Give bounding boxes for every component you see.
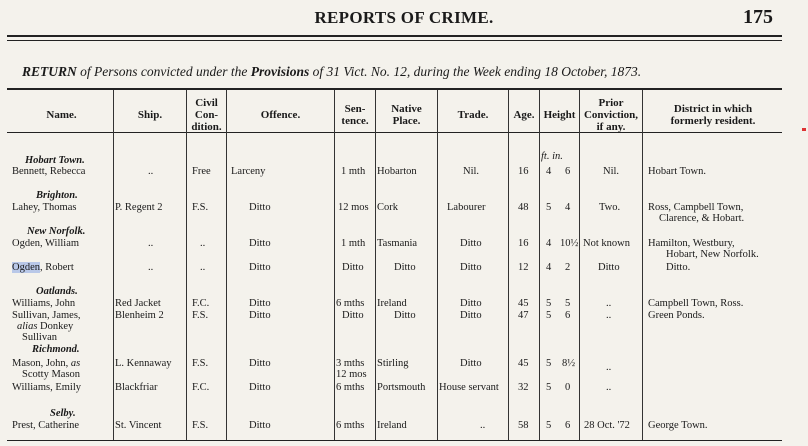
cell-age: 58 <box>518 420 529 431</box>
cell-height-in: 0 <box>565 382 571 393</box>
cell-district: Green Ponds. <box>648 310 705 321</box>
as-word: as <box>70 358 81 369</box>
cell-trade: Ditto <box>460 298 482 309</box>
cell-prior: Two. <box>599 202 621 213</box>
cell-civil: F.C. <box>192 298 210 309</box>
cell-name: Bennett, Rebecca <box>12 166 86 177</box>
alias-text: Donkey <box>40 321 74 332</box>
cell-sentence: 6 mths <box>336 298 365 309</box>
col-header-trade: Trade. <box>457 109 489 121</box>
margin-mark <box>802 128 806 131</box>
cell-name: Lahey, Thomas <box>12 202 77 213</box>
col-header-name: Name. <box>46 109 77 121</box>
cell-age: 47 <box>518 310 529 321</box>
cell-sentence: 12 mos <box>338 202 369 213</box>
col-header-offence: Offence. <box>260 109 301 121</box>
cell-ship: Blackfriar <box>115 382 158 393</box>
col-header-sentence-line: Sen- <box>344 103 366 115</box>
cell-offence: Ditto <box>249 238 271 249</box>
col-header-native <box>376 103 437 127</box>
cell-name: Sullivan, James, <box>12 310 81 321</box>
cell-trade: House servant <box>439 382 499 393</box>
col-header-height: Height <box>543 109 576 121</box>
cell-civil: Free <box>192 166 211 177</box>
cell-civil: F.S. <box>192 310 209 321</box>
cell-native: Ireland <box>377 298 407 309</box>
cell-district: Campbell Town, Ross. <box>648 298 744 309</box>
col-header-ship: Ship. <box>137 109 163 121</box>
cell-offence: Ditto <box>249 420 271 431</box>
cell-sentence: 6 mths <box>336 420 365 431</box>
cell-district: Ross, Campbell Town, <box>648 202 744 213</box>
col-header-prior-line: Conviction, <box>583 109 639 121</box>
cell-offence: Ditto <box>249 262 271 273</box>
table-caption <box>22 64 641 80</box>
table-top-rule <box>7 88 782 90</box>
cell-sentence-2: 12 mos <box>336 369 367 380</box>
cell-district: Hamilton, Westbury, <box>648 238 735 249</box>
cell-trade: Ditto <box>460 310 482 321</box>
col-header-prior-line: if any. <box>596 121 626 133</box>
cell-name: Prest, Catherine <box>12 420 80 431</box>
page-number: 175 <box>743 6 773 28</box>
col-header-age: Age. <box>513 109 535 121</box>
cell-native: Portsmouth <box>377 382 426 393</box>
cell-height-in: 4 <box>565 202 571 213</box>
cell-prior: 28 Oct. '72 <box>584 420 630 431</box>
col-divider <box>539 90 540 440</box>
cell-offence: Ditto <box>249 358 271 369</box>
cell-height-in: 5 <box>565 298 571 309</box>
cell-native: Stirling <box>377 358 409 369</box>
cell-native: Hobarton <box>377 166 417 177</box>
cell-district: Hobart, New Norfolk. <box>666 249 759 260</box>
cell-name <box>12 262 74 274</box>
cell-native: Cork <box>377 202 398 213</box>
col-header-civil-line: dition. <box>191 121 222 133</box>
cell-height-in: 2 <box>565 262 571 273</box>
cell-age: 45 <box>518 298 529 309</box>
cell-offence: Ditto <box>249 382 271 393</box>
caption-text-a: of Persons convicted under the <box>80 64 248 79</box>
cell-height-ft: 5 <box>546 420 552 431</box>
cell-prior: .. <box>606 362 612 373</box>
cell-trade: Ditto <box>460 358 482 369</box>
col-divider <box>579 90 580 440</box>
cell-height-in: 6 <box>565 310 571 321</box>
caption-return: RETURN <box>22 64 77 79</box>
col-header-native-line: Native <box>391 103 422 115</box>
col-divider <box>186 90 187 440</box>
caption-text-b: of 31 Vict. No. 12, during the Week ending <box>312 64 541 79</box>
place-heading: Hobart Town. <box>25 155 85 166</box>
col-header-civil-line: Civil <box>195 97 218 109</box>
cell-ship: .. <box>148 262 154 273</box>
col-divider <box>437 90 438 440</box>
cell-civil: F.C. <box>192 382 210 393</box>
cell-civil: .. <box>200 262 206 273</box>
cell-sentence: 3 mths <box>336 358 365 369</box>
cell-height-ft: 5 <box>546 358 552 369</box>
cell-name: Williams, John <box>12 298 76 309</box>
cell-height-ft: 4 <box>546 166 552 177</box>
cell-sentence: Ditto <box>342 310 364 321</box>
cell-ship: P. Regent 2 <box>115 202 163 213</box>
cell-name: Williams, Emily <box>12 382 81 393</box>
cell-prior: Nil. <box>603 166 620 177</box>
cell-trade: .. <box>480 420 486 431</box>
cell-height-in: 8½ <box>562 358 576 369</box>
cell-offence: Ditto <box>249 310 271 321</box>
col-header-native-line: Place. <box>392 115 421 127</box>
cell-height-ft: 5 <box>546 202 552 213</box>
cell-offence: Ditto <box>249 202 271 213</box>
cell-civil: F.S. <box>192 420 209 431</box>
cell-prior: .. <box>606 298 612 309</box>
cell-ship: Blenheim 2 <box>115 310 164 321</box>
col-header-district-line: District in which <box>673 103 753 115</box>
cell-ship: .. <box>148 238 154 249</box>
cell-trade: Nil. <box>463 166 480 177</box>
cell-name-alias: Scotty Mason <box>22 369 81 380</box>
cell-sentence: 1 mth <box>341 166 366 177</box>
cell-ship: Red Jacket <box>115 298 161 309</box>
col-header-sentence <box>335 103 375 127</box>
caption-provisions: Provisions <box>250 64 310 79</box>
header-rule <box>7 35 782 37</box>
height-units: ft. in. <box>541 151 563 162</box>
cell-native: Tasmania <box>377 238 418 249</box>
cell-native: Ireland <box>377 420 407 431</box>
cell-height-in: 10½ <box>560 238 579 249</box>
caption-date: 18 October, 1873. <box>544 64 642 79</box>
cell-ship: L. Kennaway <box>115 358 172 369</box>
col-header-district-line: formerly resident. <box>670 115 756 127</box>
cell-age: 16 <box>518 166 529 177</box>
cell-prior: Not known <box>583 238 630 249</box>
col-header-civil <box>187 97 226 133</box>
cell-trade: Ditto <box>460 262 482 273</box>
col-divider <box>508 90 509 440</box>
cell-civil: .. <box>200 238 206 249</box>
cell-ship: St. Vincent <box>115 420 162 431</box>
col-header-sentence-line: tence. <box>341 115 369 127</box>
cell-native: Ditto <box>394 310 416 321</box>
cell-trade: Labourer <box>447 202 486 213</box>
cell-sentence: 1 mth <box>341 238 366 249</box>
cell-district: Clarence, & Hobart. <box>659 213 745 224</box>
cell-civil: F.S. <box>192 202 209 213</box>
col-header-civil-line: Con- <box>194 109 219 121</box>
cell-district: George Town. <box>648 420 708 431</box>
cell-civil: F.S. <box>192 358 209 369</box>
cell-district: Ditto. <box>666 262 691 273</box>
cell-age: 45 <box>518 358 529 369</box>
highlighted-name: Ogden <box>12 262 40 273</box>
cell-height-ft: 5 <box>546 382 552 393</box>
cell-prior: .. <box>606 310 612 321</box>
cell-sentence: 6 mths <box>336 382 365 393</box>
place-heading: New Norfolk. <box>27 226 86 237</box>
cell-height-in: 6 <box>565 166 571 177</box>
table-bottom-rule <box>7 440 782 441</box>
col-divider <box>642 90 643 440</box>
cell-age: 12 <box>518 262 529 273</box>
place-heading: Selby. <box>50 408 76 419</box>
cell-height-ft: 5 <box>546 298 552 309</box>
cell-age: 16 <box>518 238 529 249</box>
cell-trade: Ditto <box>460 238 482 249</box>
cell-height-ft: 5 <box>546 310 552 321</box>
col-divider <box>226 90 227 440</box>
col-header-prior <box>580 97 642 133</box>
cell-height-ft: 4 <box>546 262 552 273</box>
cell-native: Ditto <box>394 262 416 273</box>
cell-sentence: Ditto <box>342 262 364 273</box>
col-divider <box>113 90 114 440</box>
cell-age: 48 <box>518 202 529 213</box>
place-heading: Brighton. <box>36 190 78 201</box>
cell-name-rest: , Robert <box>40 262 74 273</box>
cell-name-main: Mason, John, <box>12 358 69 369</box>
table-header-rule <box>7 132 782 133</box>
col-header-district <box>643 103 783 127</box>
cell-name: Ogden, William <box>12 238 80 249</box>
col-divider <box>375 90 376 440</box>
cell-prior: .. <box>606 382 612 393</box>
cell-offence: Ditto <box>249 298 271 309</box>
cell-district: Hobart Town. <box>648 166 706 177</box>
col-header-prior-line: Prior <box>598 97 624 109</box>
cell-height-ft: 4 <box>546 238 552 249</box>
page-title: REPORTS OF CRIME. <box>314 8 494 27</box>
place-heading: Richmond. <box>32 344 80 355</box>
cell-name-alias-2: Sullivan <box>22 332 58 343</box>
header-rule-thin <box>7 40 782 41</box>
cell-age: 32 <box>518 382 529 393</box>
place-heading: Oatlands. <box>36 286 78 297</box>
cell-prior: Ditto <box>598 262 620 273</box>
alias-word: alias <box>17 321 38 332</box>
cell-offence: Larceny <box>231 166 266 177</box>
cell-height-in: 6 <box>565 420 571 431</box>
cell-ship: .. <box>148 166 154 177</box>
col-divider <box>334 90 335 440</box>
